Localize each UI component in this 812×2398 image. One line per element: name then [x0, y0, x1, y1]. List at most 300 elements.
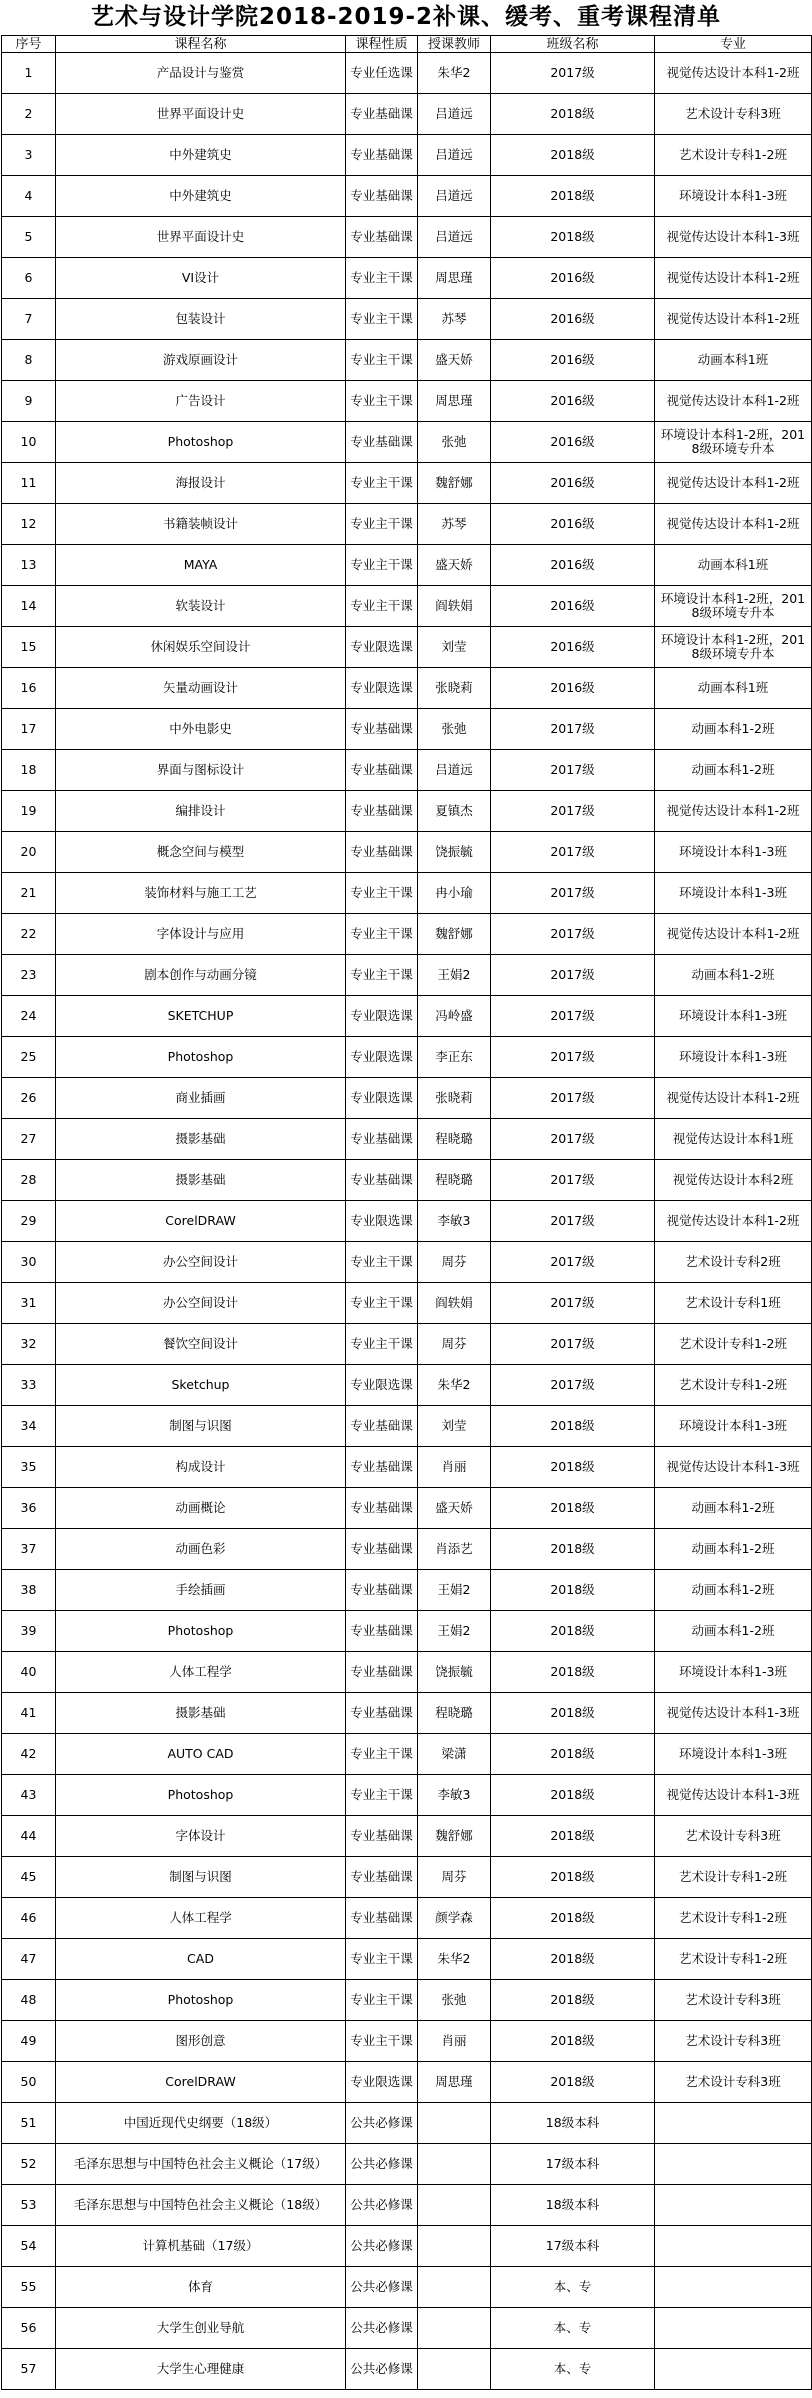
cell-course-name: 编排设计 [56, 791, 346, 832]
cell-index: 49 [2, 2021, 56, 2062]
cell-class-name: 2018级 [491, 1816, 655, 1857]
cell-course-type: 专业基础课 [346, 750, 418, 791]
cell-index: 18 [2, 750, 56, 791]
cell-course-type: 专业基础课 [346, 1160, 418, 1201]
cell-class-name: 2018级 [491, 1775, 655, 1816]
cell-course-name: 中外建筑史 [56, 135, 346, 176]
cell-major [655, 2226, 812, 2267]
cell-course-name: 毛泽东思想与中国特色社会主义概论（18级） [56, 2185, 346, 2226]
cell-teacher: 魏舒娜 [418, 1816, 491, 1857]
cell-class-name: 2016级 [491, 381, 655, 422]
cell-course-type: 专业限选课 [346, 627, 418, 668]
cell-course-type: 专业基础课 [346, 1816, 418, 1857]
cell-course-type: 专业主干课 [346, 340, 418, 381]
cell-teacher: 王娟2 [418, 1611, 491, 1652]
cell-class-name: 2017级 [491, 1119, 655, 1160]
cell-teacher [418, 2349, 491, 2390]
cell-index: 36 [2, 1488, 56, 1529]
cell-teacher: 周思瑾 [418, 2062, 491, 2103]
cell-major [655, 2308, 812, 2349]
cell-course-name: 动画概论 [56, 1488, 346, 1529]
cell-course-type: 专业限选课 [346, 1037, 418, 1078]
table-row [2, 1775, 812, 1816]
cell-teacher: 张晓莉 [418, 1078, 491, 1119]
cell-major [655, 2349, 812, 2390]
cell-course-type: 专业限选课 [346, 996, 418, 1037]
cell-index: 15 [2, 627, 56, 668]
cell-index: 14 [2, 586, 56, 627]
cell-course-type: 专业主干课 [346, 299, 418, 340]
cell-teacher: 张晓莉 [418, 668, 491, 709]
cell-teacher: 李敏3 [418, 1201, 491, 1242]
table-row [2, 2349, 812, 2390]
cell-major: 视觉传达设计本科1-2班 [655, 791, 812, 832]
cell-class-name: 2018级 [491, 1652, 655, 1693]
cell-course-type: 专业主干课 [346, 955, 418, 996]
cell-teacher: 周芬 [418, 1857, 491, 1898]
cell-index: 11 [2, 463, 56, 504]
cell-major: 视觉传达设计本科1-2班 [655, 463, 812, 504]
cell-course-type: 专业基础课 [346, 422, 418, 463]
column-header-course-type: 课程性质 [346, 36, 418, 53]
cell-index: 39 [2, 1611, 56, 1652]
cell-class-name: 2017级 [491, 53, 655, 94]
cell-course-name: 办公空间设计 [56, 1242, 346, 1283]
cell-major: 艺术设计专科1-2班 [655, 1324, 812, 1365]
table-row [2, 2144, 812, 2185]
table-row [2, 709, 812, 750]
cell-major: 环境设计本科1-3班 [655, 1406, 812, 1447]
cell-teacher [418, 2185, 491, 2226]
table-row [2, 2267, 812, 2308]
table-row [2, 996, 812, 1037]
cell-major: 环境设计本科1-3班 [655, 176, 812, 217]
cell-course-name: 软装设计 [56, 586, 346, 627]
cell-class-name: 2016级 [491, 627, 655, 668]
cell-index: 8 [2, 340, 56, 381]
table-row [2, 1078, 812, 1119]
cell-teacher: 刘莹 [418, 1406, 491, 1447]
cell-course-name: 摄影基础 [56, 1160, 346, 1201]
table-row [2, 258, 812, 299]
cell-class-name: 2018级 [491, 94, 655, 135]
cell-course-type: 公共必修课 [346, 2349, 418, 2390]
cell-course-name: 商业插画 [56, 1078, 346, 1119]
cell-major: 动画本科1-2班 [655, 750, 812, 791]
cell-class-name: 17级本科 [491, 2226, 655, 2267]
cell-course-name: Photoshop [56, 1775, 346, 1816]
cell-course-type: 专业基础课 [346, 176, 418, 217]
cell-class-name: 2016级 [491, 668, 655, 709]
table-row [2, 1857, 812, 1898]
cell-teacher: 冉小瑜 [418, 873, 491, 914]
table-row [2, 53, 812, 94]
cell-course-type: 专业主干课 [346, 1324, 418, 1365]
cell-major [655, 2103, 812, 2144]
cell-class-name: 2018级 [491, 1529, 655, 1570]
cell-major: 动画本科1-2班 [655, 1488, 812, 1529]
cell-major: 动画本科1班 [655, 340, 812, 381]
table-row [2, 1734, 812, 1775]
cell-class-name: 2018级 [491, 2021, 655, 2062]
cell-course-name: CorelDRAW [56, 1201, 346, 1242]
cell-teacher [418, 2103, 491, 2144]
cell-course-name: 概念空间与模型 [56, 832, 346, 873]
cell-course-name: 办公空间设计 [56, 1283, 346, 1324]
cell-index: 5 [2, 217, 56, 258]
cell-class-name: 2018级 [491, 176, 655, 217]
cell-major: 动画本科1-2班 [655, 1570, 812, 1611]
cell-index: 32 [2, 1324, 56, 1365]
table-row [2, 1611, 812, 1652]
cell-class-name: 2016级 [491, 504, 655, 545]
cell-class-name: 2016级 [491, 258, 655, 299]
cell-course-name: 世界平面设计史 [56, 217, 346, 258]
cell-teacher: 盛天娇 [418, 340, 491, 381]
cell-index: 51 [2, 2103, 56, 2144]
cell-index: 48 [2, 1980, 56, 2021]
cell-course-type: 专业主干课 [346, 1734, 418, 1775]
table-row [2, 135, 812, 176]
table-row [2, 750, 812, 791]
cell-class-name: 本、专 [491, 2349, 655, 2390]
cell-major: 视觉传达设计本科1-2班 [655, 1201, 812, 1242]
cell-major [655, 2267, 812, 2308]
cell-class-name: 2018级 [491, 217, 655, 258]
cell-index: 25 [2, 1037, 56, 1078]
cell-major: 艺术设计专科3班 [655, 2021, 812, 2062]
cell-major: 环境设计本科1-3班 [655, 1652, 812, 1693]
cell-course-name: Photoshop [56, 1611, 346, 1652]
cell-index: 21 [2, 873, 56, 914]
table-row [2, 217, 812, 258]
cell-index: 44 [2, 1816, 56, 1857]
cell-major: 动画本科1-2班 [655, 1611, 812, 1652]
header-row [2, 36, 812, 53]
cell-course-type: 专业基础课 [346, 1529, 418, 1570]
cell-class-name: 2017级 [491, 1365, 655, 1406]
table-row [2, 94, 812, 135]
cell-major: 艺术设计专科1-2班 [655, 1365, 812, 1406]
cell-teacher: 王娟2 [418, 1570, 491, 1611]
cell-course-type: 专业基础课 [346, 135, 418, 176]
table-row [2, 340, 812, 381]
cell-teacher: 魏舒娜 [418, 463, 491, 504]
cell-index: 57 [2, 2349, 56, 2390]
cell-course-name: SKETCHUP [56, 996, 346, 1037]
cell-teacher: 程晓璐 [418, 1693, 491, 1734]
table-header [2, 36, 812, 53]
cell-teacher: 吕道远 [418, 176, 491, 217]
cell-major: 视觉传达设计本科1-2班 [655, 381, 812, 422]
table-row [2, 1119, 812, 1160]
cell-course-type: 专业主干课 [346, 258, 418, 299]
cell-index: 35 [2, 1447, 56, 1488]
cell-class-name: 本、专 [491, 2308, 655, 2349]
cell-class-name: 2017级 [491, 750, 655, 791]
cell-course-name: VI设计 [56, 258, 346, 299]
cell-course-type: 专业限选课 [346, 2062, 418, 2103]
cell-course-name: 摄影基础 [56, 1693, 346, 1734]
table-row [2, 1939, 812, 1980]
cell-teacher: 张弛 [418, 709, 491, 750]
cell-course-type: 专业主干课 [346, 1283, 418, 1324]
cell-teacher: 颜学森 [418, 1898, 491, 1939]
cell-course-name: 计算机基础（17级） [56, 2226, 346, 2267]
cell-major: 艺术设计专科1-2班 [655, 135, 812, 176]
cell-index: 16 [2, 668, 56, 709]
cell-course-name: 中国近现代史纲要（18级） [56, 2103, 346, 2144]
table-row [2, 1529, 812, 1570]
cell-index: 1 [2, 53, 56, 94]
cell-course-name: Photoshop [56, 1980, 346, 2021]
table-row [2, 1488, 812, 1529]
cell-course-type: 公共必修课 [346, 2267, 418, 2308]
cell-class-name: 2018级 [491, 1406, 655, 1447]
cell-teacher: 冯岭盛 [418, 996, 491, 1037]
cell-course-name: 装饰材料与施工工艺 [56, 873, 346, 914]
cell-index: 29 [2, 1201, 56, 1242]
cell-class-name: 2017级 [491, 873, 655, 914]
cell-major: 视觉传达设计本科1-2班 [655, 258, 812, 299]
cell-course-type: 专业限选课 [346, 668, 418, 709]
cell-index: 52 [2, 2144, 56, 2185]
cell-major: 环境设计本科1-3班 [655, 996, 812, 1037]
cell-class-name: 2017级 [491, 914, 655, 955]
cell-course-type: 专业基础课 [346, 1447, 418, 1488]
cell-class-name: 2018级 [491, 1898, 655, 1939]
cell-course-type: 专业主干课 [346, 1939, 418, 1980]
cell-course-name: 书籍装帧设计 [56, 504, 346, 545]
cell-course-type: 专业限选课 [346, 1078, 418, 1119]
cell-course-type: 专业主干课 [346, 1775, 418, 1816]
cell-index: 9 [2, 381, 56, 422]
cell-course-name: 剧本创作与动画分镜 [56, 955, 346, 996]
page-title: 艺术与设计学院2018-2019-2补课、缓考、重考课程清单 [90, 4, 722, 30]
cell-course-name: 中外建筑史 [56, 176, 346, 217]
cell-course-type: 专业基础课 [346, 1693, 418, 1734]
cell-course-type: 专业基础课 [346, 1611, 418, 1652]
cell-class-name: 2017级 [491, 955, 655, 996]
cell-index: 3 [2, 135, 56, 176]
cell-teacher: 周思瑾 [418, 381, 491, 422]
cell-class-name: 18级本科 [491, 2185, 655, 2226]
cell-course-type: 专业基础课 [346, 1119, 418, 1160]
cell-course-type: 专业主干课 [346, 586, 418, 627]
cell-major: 艺术设计专科1班 [655, 1283, 812, 1324]
cell-course-name: 制图与识图 [56, 1406, 346, 1447]
cell-major: 视觉传达设计本科1-2班 [655, 914, 812, 955]
cell-index: 19 [2, 791, 56, 832]
cell-index: 43 [2, 1775, 56, 1816]
cell-teacher: 李敏3 [418, 1775, 491, 1816]
cell-course-name: AUTO CAD [56, 1734, 346, 1775]
cell-major [655, 2144, 812, 2185]
cell-index: 20 [2, 832, 56, 873]
cell-major: 视觉传达设计本科1-3班 [655, 1447, 812, 1488]
table-row [2, 463, 812, 504]
cell-teacher: 王娟2 [418, 955, 491, 996]
cell-course-type: 专业限选课 [346, 1365, 418, 1406]
cell-course-type: 专业主干课 [346, 381, 418, 422]
cell-major: 视觉传达设计本科1-2班 [655, 299, 812, 340]
cell-teacher: 吕道远 [418, 217, 491, 258]
cell-major: 视觉传达设计本科1-3班 [655, 1775, 812, 1816]
cell-class-name: 2018级 [491, 135, 655, 176]
cell-course-name: 矢量动画设计 [56, 668, 346, 709]
cell-course-name: 毛泽东思想与中国特色社会主义概论（17级） [56, 2144, 346, 2185]
cell-major: 环境设计本科1-2班，2018级环境专升本 [655, 586, 812, 627]
table-row [2, 1406, 812, 1447]
cell-class-name: 2018级 [491, 1570, 655, 1611]
cell-course-name: 餐饮空间设计 [56, 1324, 346, 1365]
cell-course-name: 中外电影史 [56, 709, 346, 750]
cell-index: 7 [2, 299, 56, 340]
cell-course-type: 公共必修课 [346, 2308, 418, 2349]
cell-major: 艺术设计专科1-2班 [655, 1898, 812, 1939]
table-row [2, 1201, 812, 1242]
cell-class-name: 2017级 [491, 832, 655, 873]
cell-index: 40 [2, 1652, 56, 1693]
cell-major: 艺术设计专科1-2班 [655, 1857, 812, 1898]
cell-index: 30 [2, 1242, 56, 1283]
cell-course-name: MAYA [56, 545, 346, 586]
column-header-course-name: 课程名称 [56, 36, 346, 53]
cell-class-name: 2018级 [491, 1734, 655, 1775]
cell-index: 13 [2, 545, 56, 586]
cell-course-name: 字体设计与应用 [56, 914, 346, 955]
cell-index: 46 [2, 1898, 56, 1939]
cell-class-name: 2016级 [491, 299, 655, 340]
cell-course-name: 体育 [56, 2267, 346, 2308]
cell-course-type: 公共必修课 [346, 2103, 418, 2144]
cell-class-name: 2017级 [491, 791, 655, 832]
cell-class-name: 2017级 [491, 996, 655, 1037]
cell-index: 6 [2, 258, 56, 299]
cell-index: 56 [2, 2308, 56, 2349]
cell-course-name: 休闲娱乐空间设计 [56, 627, 346, 668]
cell-course-name: 产品设计与鉴赏 [56, 53, 346, 94]
cell-teacher: 张弛 [418, 422, 491, 463]
table-row [2, 1898, 812, 1939]
cell-class-name: 2018级 [491, 1488, 655, 1529]
cell-teacher: 魏舒娜 [418, 914, 491, 955]
cell-teacher: 盛天娇 [418, 1488, 491, 1529]
cell-major: 环境设计本科1-3班 [655, 1037, 812, 1078]
cell-class-name: 2018级 [491, 1980, 655, 2021]
cell-class-name: 2017级 [491, 1283, 655, 1324]
cell-major: 艺术设计专科3班 [655, 94, 812, 135]
cell-major: 视觉传达设计本科1-2班 [655, 1078, 812, 1119]
cell-major: 动画本科1班 [655, 545, 812, 586]
column-header-teacher: 授课教师 [418, 36, 491, 53]
cell-course-name: 字体设计 [56, 1816, 346, 1857]
cell-class-name: 本、专 [491, 2267, 655, 2308]
cell-major: 动画本科1-2班 [655, 1529, 812, 1570]
cell-class-name: 2016级 [491, 340, 655, 381]
cell-major: 视觉传达设计本科1-3班 [655, 1693, 812, 1734]
cell-course-name: 界面与图标设计 [56, 750, 346, 791]
cell-course-type: 专业基础课 [346, 1652, 418, 1693]
table-row [2, 1037, 812, 1078]
cell-index: 53 [2, 2185, 56, 2226]
cell-course-type: 专业主干课 [346, 504, 418, 545]
cell-teacher [418, 2226, 491, 2267]
table-row [2, 668, 812, 709]
cell-teacher [418, 2267, 491, 2308]
cell-index: 55 [2, 2267, 56, 2308]
cell-class-name: 2017级 [491, 1160, 655, 1201]
cell-course-name: Photoshop [56, 422, 346, 463]
cell-course-name: 图形创意 [56, 2021, 346, 2062]
cell-major: 动画本科1-2班 [655, 709, 812, 750]
cell-course-type: 专业主干课 [346, 463, 418, 504]
cell-course-name: 大学生创业导航 [56, 2308, 346, 2349]
table-row [2, 2308, 812, 2349]
cell-class-name: 18级本科 [491, 2103, 655, 2144]
cell-teacher: 梁潇 [418, 1734, 491, 1775]
cell-course-type: 公共必修课 [346, 2144, 418, 2185]
table-row [2, 1447, 812, 1488]
cell-course-name: 制图与识图 [56, 1857, 346, 1898]
cell-major: 视觉传达设计本科1-2班 [655, 504, 812, 545]
table-row [2, 422, 812, 463]
cell-index: 42 [2, 1734, 56, 1775]
course-table [1, 35, 812, 2390]
cell-teacher: 苏琴 [418, 504, 491, 545]
cell-class-name: 2016级 [491, 586, 655, 627]
cell-class-name: 2017级 [491, 709, 655, 750]
cell-major: 视觉传达设计本科2班 [655, 1160, 812, 1201]
cell-teacher: 程晓璐 [418, 1119, 491, 1160]
cell-course-name: 海报设计 [56, 463, 346, 504]
cell-index: 37 [2, 1529, 56, 1570]
cell-course-type: 专业基础课 [346, 217, 418, 258]
cell-class-name: 2017级 [491, 1078, 655, 1119]
cell-index: 31 [2, 1283, 56, 1324]
cell-major: 艺术设计专科3班 [655, 2062, 812, 2103]
cell-course-type: 专业限选课 [346, 1201, 418, 1242]
cell-major: 环境设计本科1-2班，2018级环境专升本 [655, 422, 812, 463]
cell-class-name: 17级本科 [491, 2144, 655, 2185]
cell-class-name: 2016级 [491, 422, 655, 463]
table-row [2, 1324, 812, 1365]
cell-course-type: 专业主干课 [346, 1242, 418, 1283]
cell-index: 10 [2, 422, 56, 463]
cell-teacher: 朱华2 [418, 53, 491, 94]
cell-teacher: 李正东 [418, 1037, 491, 1078]
cell-index: 50 [2, 2062, 56, 2103]
cell-index: 28 [2, 1160, 56, 1201]
table-row [2, 504, 812, 545]
cell-teacher: 盛天娇 [418, 545, 491, 586]
cell-course-type: 专业基础课 [346, 94, 418, 135]
table-row [2, 1652, 812, 1693]
cell-index: 38 [2, 1570, 56, 1611]
cell-class-name: 2016级 [491, 463, 655, 504]
table-row [2, 2185, 812, 2226]
cell-course-type: 专业基础课 [346, 1570, 418, 1611]
table-row [2, 1365, 812, 1406]
cell-course-type: 公共必修课 [346, 2226, 418, 2267]
cell-teacher: 肖丽 [418, 2021, 491, 2062]
cell-course-type: 专业基础课 [346, 832, 418, 873]
table-row [2, 1980, 812, 2021]
cell-teacher: 吕道远 [418, 750, 491, 791]
cell-teacher: 饶振毓 [418, 1652, 491, 1693]
cell-course-name: 包装设计 [56, 299, 346, 340]
table-row [2, 586, 812, 627]
